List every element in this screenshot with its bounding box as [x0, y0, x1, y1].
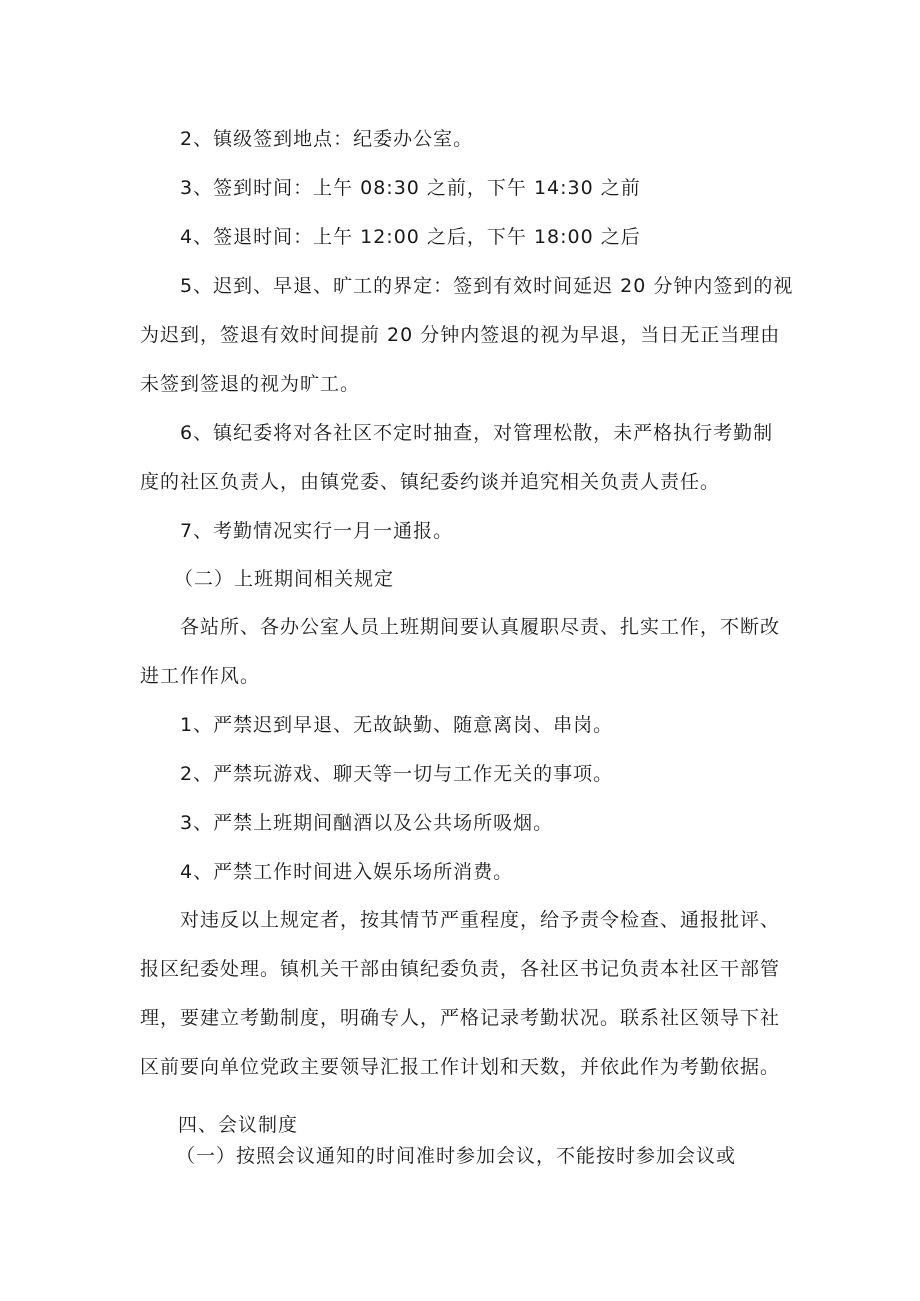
- penalty-paragraph-line-1: 对违反以上规定者，按其情节严重程度，给予责令检查、通报批评、: [180, 909, 781, 931]
- paragraph-item-3: 3、签到时间：上午 08:30 之前，下午 14:30 之前: [180, 177, 641, 199]
- paragraph-item-2: 2、镇级签到地点：纪委办公室。: [180, 128, 474, 150]
- section-4-item-1: （一）按照会议通知的时间准时参加会议，不能按时参加会议或: [176, 1145, 737, 1167]
- paragraph-item-5-line-3: 未签到签退的视为旷工。: [140, 373, 361, 395]
- penalty-paragraph-line-3: 理，要建立考勤制度，明确专人，严格记录考勤状况。联系社区领导下社: [140, 1007, 781, 1029]
- paragraph-item-4: 4、签退时间：上午 12:00 之后，下午 18:00 之后: [180, 226, 641, 248]
- paragraph-item-6-line-2: 度的社区负责人，由镇党委、镇纪委约谈并追究相关负责人责任。: [140, 471, 721, 493]
- section-2-heading: （二）上班期间相关规定: [174, 568, 395, 590]
- rule-item-4: 4、严禁工作时间进入娱乐场所消费。: [180, 861, 514, 883]
- section-2-intro-line-2: 进工作作风。: [140, 665, 261, 687]
- section-2-intro-line-1: 各站所、各办公室人员上班期间要认真履职尽责、扎实工作，不断改: [180, 616, 781, 638]
- rule-item-1: 1、严禁迟到早退、无故缺勤、随意离岗、串岗。: [180, 714, 614, 736]
- paragraph-item-6-line-1: 6、镇纪委将对各社区不定时抽查，对管理松散，未严格执行考勤制: [180, 422, 774, 444]
- paragraph-item-7: 7、考勤情况实行一月一通报。: [180, 520, 454, 542]
- paragraph-item-5-line-2: 为迟到，签退有效时间提前 20 分钟内签退的视为早退，当日无正当理由: [140, 324, 781, 346]
- rule-item-3: 3、严禁上班期间酗酒以及公共场所吸烟。: [180, 812, 554, 834]
- section-4-heading: 四、会议制度: [178, 1114, 299, 1136]
- penalty-paragraph-line-2: 报区纪委处理。镇机关干部由镇纪委负责，各社区书记负责本社区干部管: [140, 958, 781, 980]
- rule-item-2: 2、严禁玩游戏、聊天等一切与工作无关的事项。: [180, 763, 614, 785]
- paragraph-item-5-line-1: 5、迟到、早退、旷工的界定：签到有效时间延迟 20 分钟内签到的视: [180, 275, 794, 297]
- penalty-paragraph-line-4: 区前要向单位党政主要领导汇报工作计划和天数，并依此作为考勤依据。: [140, 1056, 781, 1078]
